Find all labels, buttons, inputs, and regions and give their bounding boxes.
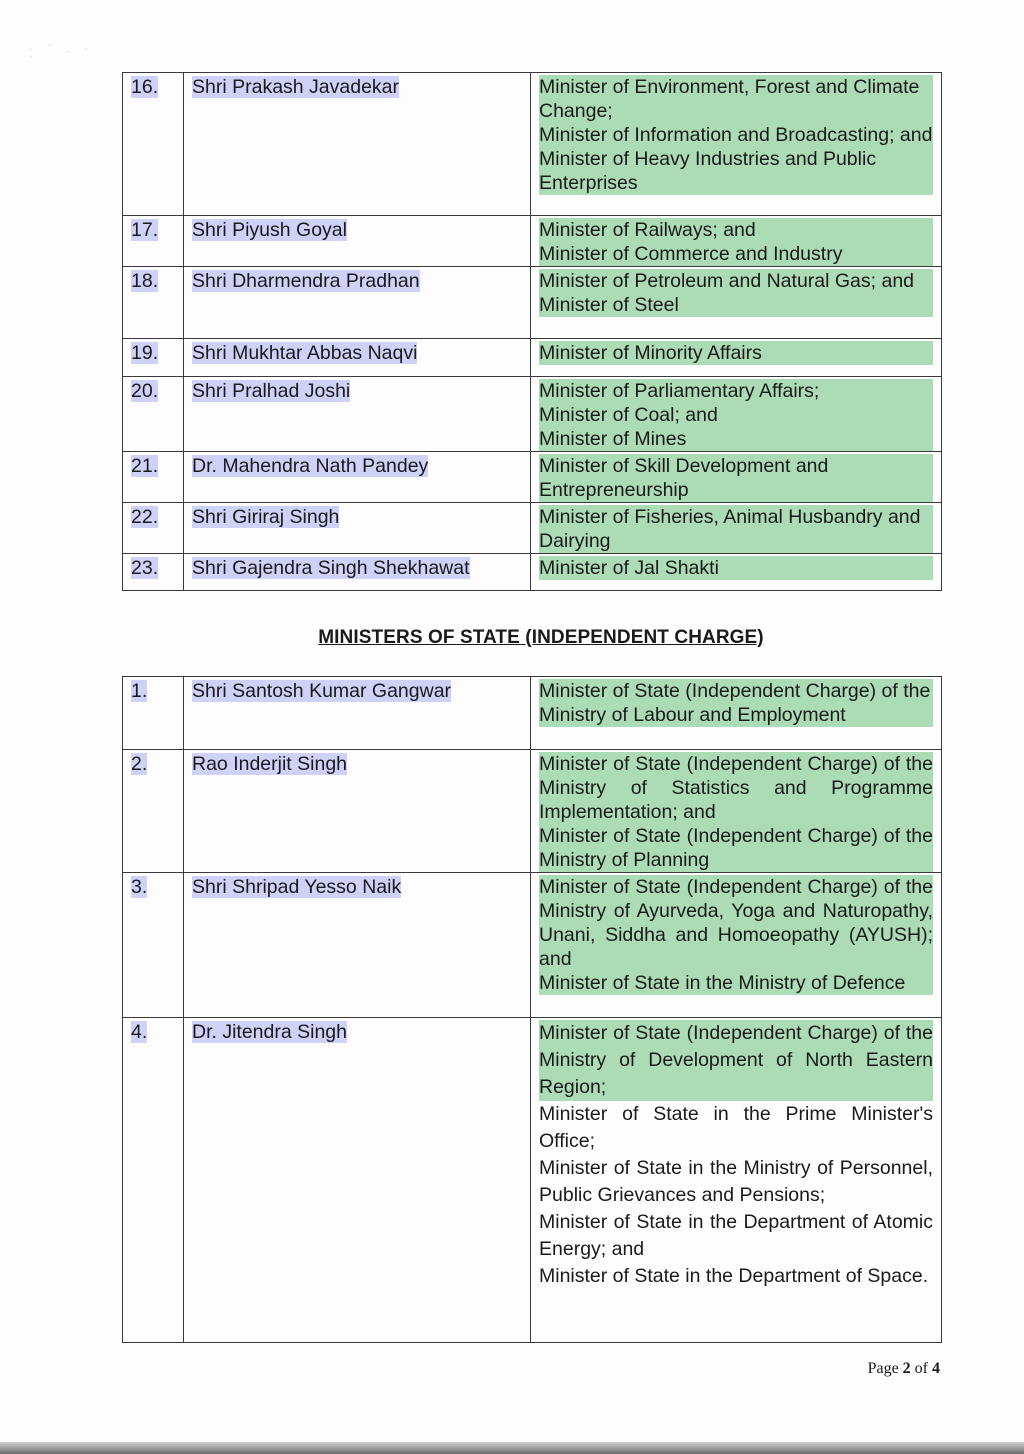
portfolio-line: Minister of Coal; and: [539, 403, 933, 427]
portfolio-line: Minister of State (Independent Charge) of the Ministry of Planning: [539, 825, 933, 871]
portfolio-cell: [531, 267, 942, 339]
row-number: 19.: [123, 339, 184, 377]
table-row: [123, 873, 942, 1018]
row-number: 20.: [123, 377, 184, 452]
portfolio-line: Minister of Parliamentary Affairs;: [539, 379, 933, 403]
portfolio-line: Minister of Information and Broadcasting; and: [539, 124, 933, 146]
portfolio-line: Minister of Jal Shakti: [539, 556, 933, 580]
minister-name: Shri Shripad Yesso Naik: [184, 873, 531, 1018]
table-row: [123, 339, 942, 377]
portfolio-line: Minister of State (Independent Charge) of the Ministry of Development of North Eastern Region;: [539, 1020, 933, 1101]
row-number: 3.: [123, 873, 184, 1018]
portfolio-cell: [531, 216, 942, 267]
portfolio-cell: [531, 377, 942, 452]
row-number: 21.: [123, 452, 184, 503]
portfolio-line: Minister of Commerce and Industry: [539, 242, 933, 266]
portfolio-line: Minister of Railways; and: [539, 218, 933, 242]
table-row: [123, 1018, 942, 1343]
table-row: [123, 503, 942, 554]
portfolio-line: Minister of Petroleum and Natural Gas; and: [539, 269, 933, 293]
portfolio-line: Minister of Heavy Industries and Public Enterprises: [539, 147, 933, 195]
independent-charge-table: [122, 676, 942, 1343]
minister-name: Shri Prakash Javadekar: [184, 73, 531, 216]
row-number: 4.: [123, 1018, 184, 1343]
row-number: 18.: [123, 267, 184, 339]
row-number: 16.: [123, 73, 184, 216]
minister-name: Shri Dharmendra Pradhan: [184, 267, 531, 339]
minister-name: Shri Giriraj Singh: [184, 503, 531, 554]
portfolio-cell: [531, 503, 942, 554]
row-number: 17.: [123, 216, 184, 267]
portfolio-cell: [531, 750, 942, 873]
row-number: 2.: [123, 750, 184, 873]
minister-name: Dr. Mahendra Nath Pandey: [184, 452, 531, 503]
cabinet-ministers-table: [122, 72, 942, 591]
table-row: [123, 452, 942, 503]
row-number: 1.: [123, 677, 184, 750]
minister-name: Rao Inderjit Singh: [184, 750, 531, 873]
portfolio-cell: [531, 677, 942, 750]
scan-specks: · ˙ . · ˙: [30, 44, 94, 66]
portfolio-line: Minister of Environment, Forest and Climate Change;: [539, 75, 933, 123]
portfolio-line: Minister of State in the Department of Space.: [539, 1265, 929, 1287]
row-number: 23.: [123, 554, 184, 591]
portfolio-line: Minister of Fisheries, Animal Husbandry and Dairying: [539, 505, 933, 553]
page-number: Page 2 of 4: [867, 1360, 940, 1377]
portfolio-cell: [531, 339, 942, 377]
portfolio-line: Minister of Minority Affairs: [539, 341, 933, 365]
portfolio-line: Minister of Mines: [539, 427, 933, 451]
portfolio-line: Minister of State in the Ministry of Defence: [539, 971, 933, 995]
portfolio-cell: [531, 452, 942, 503]
scan-edge: [0, 1442, 1024, 1454]
portfolio-line: Minister of State in the Prime Minister's Office;: [539, 1103, 933, 1152]
portfolio-cell: [531, 554, 942, 591]
portfolio-line: Minister of State in the Department of Atomic Energy; and: [539, 1211, 933, 1260]
portfolio-cell: [531, 873, 942, 1018]
minister-name: Shri Piyush Goyal: [184, 216, 531, 267]
portfolio-line: Minister of State (Independent Charge) of the Ministry of Labour and Employment: [539, 679, 933, 727]
portfolio-line: Minister of State in the Ministry of Personnel, Public Grievances and Pensions;: [539, 1157, 933, 1206]
minister-name: Shri Gajendra Singh Shekhawat: [184, 554, 531, 591]
section-heading: MINISTERS OF STATE (INDEPENDENT CHARGE): [318, 627, 764, 648]
portfolio-cell: [531, 73, 942, 216]
portfolio-line: Minister of State (Independent Charge) of the Ministry of Ayurveda, Yoga and Naturopathy, Unani, Siddha and Homoeopathy (AYUSH); and: [539, 876, 933, 970]
portfolio-line: Minister of Steel: [539, 293, 933, 317]
table-row: [123, 377, 942, 452]
minister-name: Shri Mukhtar Abbas Naqvi: [184, 339, 531, 377]
row-number: 22.: [123, 503, 184, 554]
minister-name: Dr. Jitendra Singh: [184, 1018, 531, 1343]
minister-name: Shri Santosh Kumar Gangwar: [184, 677, 531, 750]
portfolio-line: Minister of State (Independent Charge) of the Ministry of Statistics and Programme Implementation; and: [539, 753, 933, 823]
table-row: [123, 267, 942, 339]
portfolio-cell: [531, 1018, 942, 1343]
table-row: [123, 750, 942, 873]
table-row: [123, 73, 942, 216]
portfolio-line: Minister of Skill Development and Entrepreneurship: [539, 454, 933, 502]
table-row: [123, 677, 942, 750]
table-row: [123, 216, 942, 267]
minister-name: Shri Pralhad Joshi: [184, 377, 531, 452]
table-row: [123, 554, 942, 591]
